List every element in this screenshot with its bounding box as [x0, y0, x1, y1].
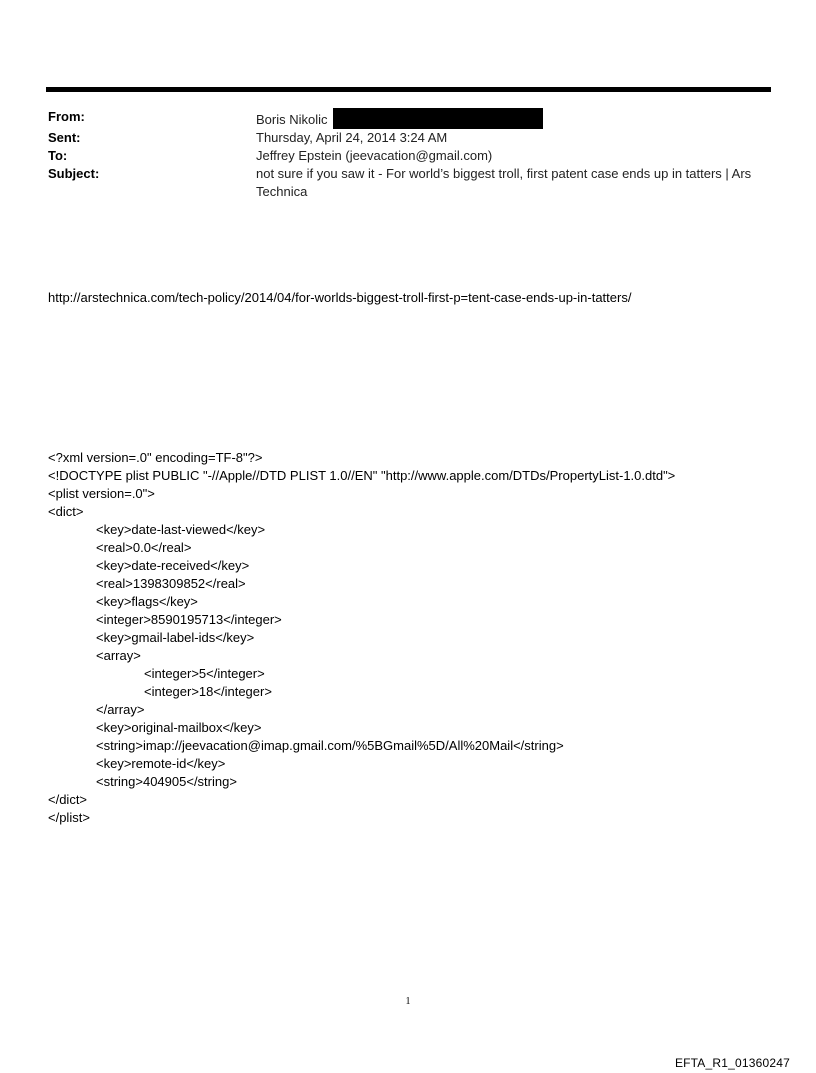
plist-line: <integer>5</integer>: [144, 666, 265, 681]
plist-line: <key>remote-id</key>: [96, 756, 226, 771]
plist-line: <key>gmail-label-ids</key>: [96, 630, 255, 645]
from-row: [48, 108, 768, 129]
email-header: [48, 108, 768, 201]
plist-line: <dict>: [48, 504, 84, 519]
from-value: [256, 108, 768, 129]
article-url: http://arstechnica.com/tech-policy/2014/04/for-worlds-biggest-troll-first-p=tent-case-ends-up-in-tatters/: [48, 290, 632, 305]
to-label: To:: [48, 148, 68, 163]
subject-value: not sure if you saw it - For world’s biggest troll, first patent case ends up in tatters | Ars Technica: [256, 166, 752, 199]
from-label: From:: [48, 109, 85, 124]
plist-line: <key>date-received</key>: [96, 558, 250, 573]
subject-label: Subject:: [48, 166, 100, 181]
plist-line: </plist>: [48, 810, 90, 825]
subject-row: [48, 165, 768, 201]
plist-line: <!DOCTYPE plist PUBLIC "-//Apple//DTD PLIST 1.0//EN" "http://www.apple.com/DTDs/PropertyList-1.0.dtd">: [48, 468, 676, 483]
plist-line: <string>imap://jeevacation@imap.gmail.com/%5BGmail%5D/All%20Mail</string>: [96, 738, 564, 753]
plist-line: <integer>18</integer>: [144, 684, 272, 699]
sent-row: [48, 129, 768, 147]
plist-line: <string>404905</string>: [96, 774, 237, 789]
sender-name: Boris Nikolic: [256, 112, 328, 127]
plist-line: </dict>: [48, 792, 88, 807]
redaction-block: [333, 108, 543, 129]
to-value: Jeffrey Epstein (jeevacation@gmail.com): [256, 148, 493, 163]
plist-line: </array>: [96, 702, 145, 717]
plist-block: [48, 449, 675, 827]
page-number: 1: [405, 996, 411, 1007]
sent-label: Sent:: [48, 130, 81, 145]
plist-line: <real>0.0</real>: [96, 540, 192, 555]
plist-line: <array>: [96, 648, 141, 663]
plist-line: <key>flags</key>: [96, 594, 198, 609]
plist-line: <integer>8590195713</integer>: [96, 612, 282, 627]
plist-line: <key>date-last-viewed</key>: [96, 522, 266, 537]
plist-line: <?xml version=.0" encoding=TF-8"?>: [48, 450, 263, 465]
bates-number: EFTA_R1_01360247: [674, 1056, 790, 1070]
plist-line: <key>original-mailbox</key>: [96, 720, 262, 735]
plist-line: <plist version=.0">: [48, 486, 155, 501]
to-row: [48, 147, 768, 165]
header-divider: [46, 87, 771, 92]
plist-line: <real>1398309852</real>: [96, 576, 246, 591]
sent-value: Thursday, April 24, 2014 3:24 AM: [256, 130, 448, 145]
